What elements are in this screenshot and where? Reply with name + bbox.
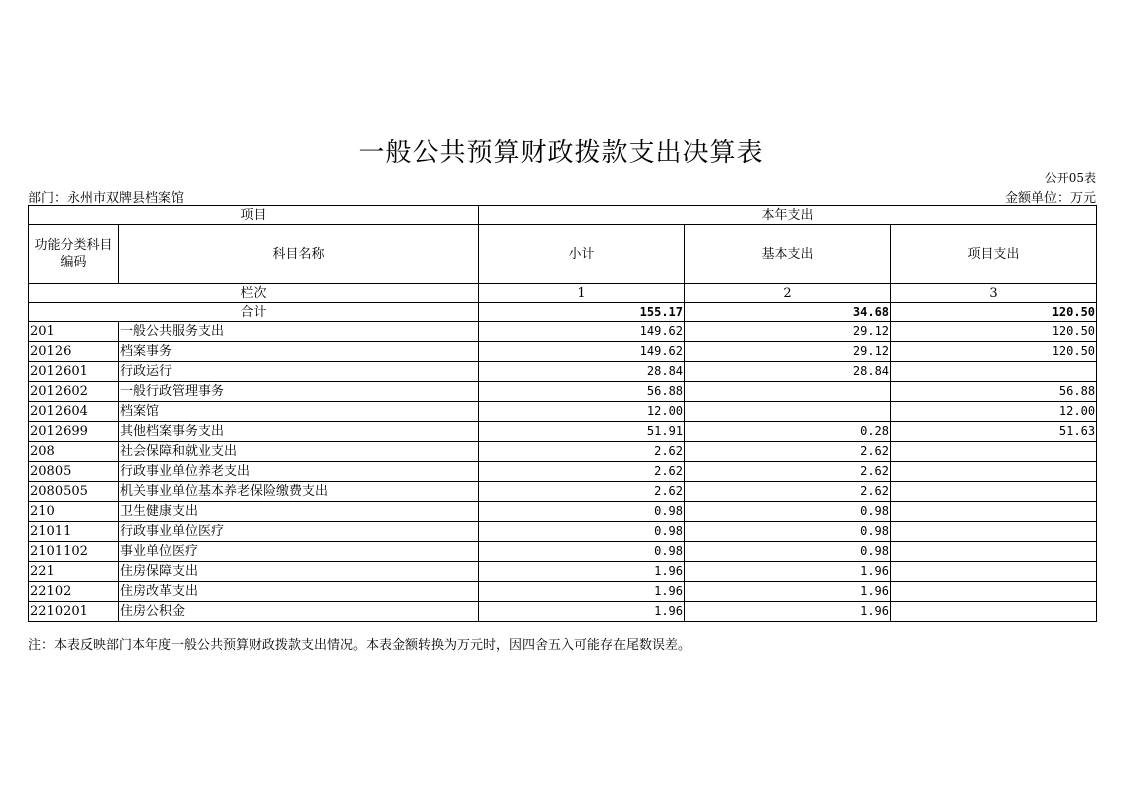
table-row <box>29 542 1097 562</box>
row-code: 221 <box>29 562 119 582</box>
row-subtotal: 149.62 <box>479 342 685 362</box>
row-subtotal: 1.96 <box>479 562 685 582</box>
row-basic: 2.62 <box>685 462 891 482</box>
row-project <box>891 462 1097 482</box>
total-basic: 34.68 <box>685 303 891 322</box>
row-name: 住房公积金 <box>119 602 479 622</box>
row-subtotal: 28.84 <box>479 362 685 382</box>
row-project: 120.50 <box>891 322 1097 342</box>
budget-table <box>28 205 1097 622</box>
row-name: 机关事业单位基本养老保险缴费支出 <box>119 482 479 502</box>
row-name: 社会保障和就业支出 <box>119 442 479 462</box>
footnote: 注：本表反映部门本年度一般公共预算财政拨款支出情况。本表金额转换为万元时，因四舍五入可能存在尾数误差。 <box>28 638 692 653</box>
table-row <box>29 362 1097 382</box>
row-subtotal: 0.98 <box>479 522 685 542</box>
row-basic: 29.12 <box>685 322 891 342</box>
row-code: 2012602 <box>29 382 119 402</box>
row-subtotal: 1.96 <box>479 582 685 602</box>
row-code: 20126 <box>29 342 119 362</box>
row-code: 208 <box>29 442 119 462</box>
row-basic: 0.98 <box>685 522 891 542</box>
row-name: 档案馆 <box>119 402 479 422</box>
row-name: 住房改革支出 <box>119 582 479 602</box>
col-index-2: 2 <box>685 284 891 303</box>
table-row <box>29 522 1097 542</box>
row-code: 2012699 <box>29 422 119 442</box>
row-code: 201 <box>29 322 119 342</box>
header-row-index <box>29 284 1097 303</box>
row-basic: 1.96 <box>685 562 891 582</box>
header-name: 科目名称 <box>119 225 479 284</box>
table-row <box>29 502 1097 522</box>
header-project: 项目支出 <box>891 225 1097 284</box>
row-project <box>891 362 1097 382</box>
row-subtotal: 1.96 <box>479 602 685 622</box>
page-title: 一般公共预算财政拨款支出决算表 <box>358 138 764 168</box>
row-subtotal: 56.88 <box>479 382 685 402</box>
row-subtotal: 51.91 <box>479 422 685 442</box>
table-row <box>29 422 1097 442</box>
row-name: 住房保障支出 <box>119 562 479 582</box>
row-project <box>891 442 1097 462</box>
row-project: 51.63 <box>891 422 1097 442</box>
row-code: 21011 <box>29 522 119 542</box>
row-index-label: 栏次 <box>29 284 479 303</box>
row-subtotal: 0.98 <box>479 542 685 562</box>
row-subtotal: 2.62 <box>479 482 685 502</box>
row-project <box>891 522 1097 542</box>
row-basic: 2.62 <box>685 482 891 502</box>
row-basic: 0.28 <box>685 422 891 442</box>
row-subtotal: 12.00 <box>479 402 685 422</box>
header-current-year: 本年支出 <box>479 206 1097 225</box>
row-project: 12.00 <box>891 402 1097 422</box>
row-name: 一般公共服务支出 <box>119 322 479 342</box>
col-index-1: 1 <box>479 284 685 303</box>
row-code: 210 <box>29 502 119 522</box>
row-code: 2210201 <box>29 602 119 622</box>
row-name: 行政事业单位养老支出 <box>119 462 479 482</box>
total-row <box>29 303 1097 322</box>
row-project <box>891 562 1097 582</box>
row-project <box>891 482 1097 502</box>
table-row <box>29 402 1097 422</box>
row-name: 档案事务 <box>119 342 479 362</box>
table-row <box>29 322 1097 342</box>
row-project <box>891 542 1097 562</box>
row-code: 2012604 <box>29 402 119 422</box>
row-code: 22102 <box>29 582 119 602</box>
row-name: 行政运行 <box>119 362 479 382</box>
row-subtotal: 2.62 <box>479 442 685 462</box>
table-row <box>29 442 1097 462</box>
total-label: 合计 <box>29 303 479 322</box>
table-row <box>29 482 1097 502</box>
row-name: 其他档案事务支出 <box>119 422 479 442</box>
row-project: 120.50 <box>891 342 1097 362</box>
table-row <box>29 582 1097 602</box>
department-label: 部门：永州市双牌县档案馆 <box>28 191 185 206</box>
row-project <box>891 582 1097 602</box>
table-row <box>29 562 1097 582</box>
row-name: 一般行政管理事务 <box>119 382 479 402</box>
row-name: 行政事业单位医疗 <box>119 522 479 542</box>
header-row-2 <box>29 225 1097 284</box>
row-code: 2080505 <box>29 482 119 502</box>
row-basic <box>685 382 891 402</box>
header-basic: 基本支出 <box>685 225 891 284</box>
row-subtotal: 2.62 <box>479 462 685 482</box>
row-code: 2101102 <box>29 542 119 562</box>
row-basic: 1.96 <box>685 602 891 622</box>
row-basic <box>685 402 891 422</box>
row-name: 卫生健康支出 <box>119 502 479 522</box>
header-row-1 <box>29 206 1097 225</box>
row-subtotal: 149.62 <box>479 322 685 342</box>
row-name: 事业单位医疗 <box>119 542 479 562</box>
total-subtotal: 155.17 <box>479 303 685 322</box>
row-code: 2012601 <box>29 362 119 382</box>
table-row <box>29 602 1097 622</box>
header-code: 功能分类科目编码 <box>29 225 119 284</box>
col-index-3: 3 <box>891 284 1097 303</box>
total-project: 120.50 <box>891 303 1097 322</box>
row-basic: 29.12 <box>685 342 891 362</box>
header-item: 项目 <box>29 206 479 225</box>
row-basic: 1.96 <box>685 582 891 602</box>
row-basic: 28.84 <box>685 362 891 382</box>
row-project <box>891 602 1097 622</box>
table-row <box>29 382 1097 402</box>
table-row <box>29 462 1097 482</box>
row-basic: 0.98 <box>685 502 891 522</box>
row-project <box>891 502 1097 522</box>
table-row <box>29 342 1097 362</box>
row-basic: 2.62 <box>685 442 891 462</box>
row-code: 20805 <box>29 462 119 482</box>
row-basic: 0.98 <box>685 542 891 562</box>
row-subtotal: 0.98 <box>479 502 685 522</box>
unit-label: 金额单位：万元 <box>1004 191 1096 206</box>
header-subtotal: 小计 <box>479 225 685 284</box>
row-project: 56.88 <box>891 382 1097 402</box>
form-code: 公开05表 <box>1044 171 1096 185</box>
